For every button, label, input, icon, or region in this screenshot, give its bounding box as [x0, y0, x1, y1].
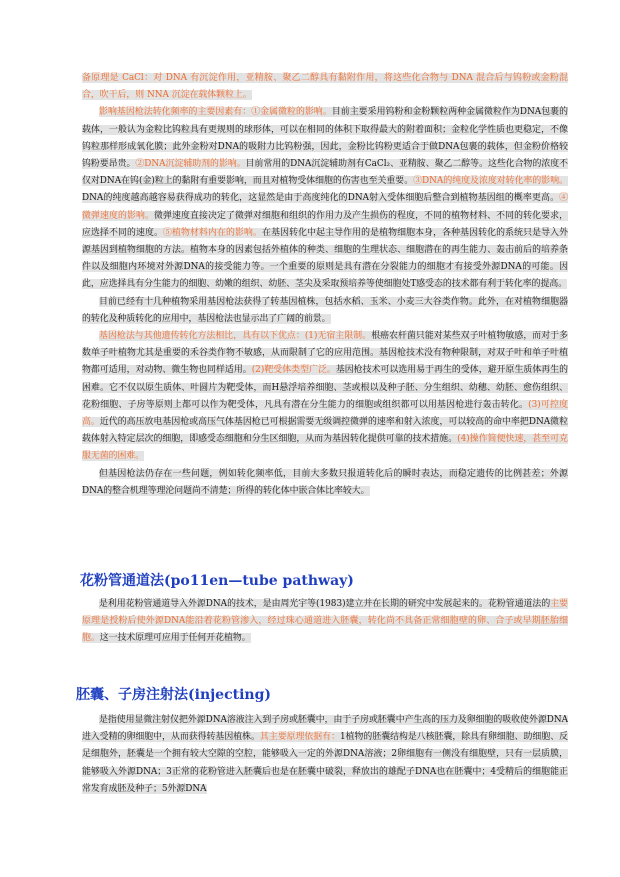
text-run: 这一技术原理可应用于任何开花植物。 — [99, 633, 251, 644]
paragraph — [82, 466, 568, 500]
section-1-body — [82, 70, 568, 500]
text-run: 1植物的胚囊结构是八核胚囊，除具有卵细胞、助细胞、反足细胞外，胚囊是一个拥有较大空隙的空腔，能够吸入一定的外源DNA溶液；2卵细胞有一侧没有细胞壁，只有一层质膜，能够吸入外源DNA；3正常的花粉管进入胚囊后也是在胚囊中破裂，释放出的雄配子DNA也在胚囊中；4受精后的细胞能正常发育成胚及种子；5外源DNA — [82, 732, 568, 794]
highlighted-text-run: (2)靶受体类型广泛。 — [251, 365, 336, 376]
text-run: 近代的高压放电基因枪或高压气体基因枪已可根据需要无级调控微弹的速率和射入浓度，可以较高的命中率把DNA微粒载体射入特定层次的细胞，即感受态细胞和分生区细胞，从而为基因转化提供可靠的技术措施。 — [82, 417, 568, 445]
paragraph — [82, 328, 568, 466]
highlighted-text-run: 其主要原理依据有： — [259, 732, 340, 743]
text-run: 目前已经有十几种植物采用基因枪法获得了转基因植株，包括水稻、玉米、小麦三大谷类作物。此外，在对植物细胞器的转化及种质转化的应用中，基因枪法也显示出了广阔的前景。 — [82, 296, 568, 324]
paragraph — [82, 104, 568, 293]
text-run: 微弹速度直接决定了微弹对细胞和组织的作用力及产生损伤的程度，不同的植物材料、不同的转化要求，应选择不同的速度。 — [82, 210, 569, 238]
highlighted-text-run: 影响基因枪法转化频率的主要因素有：①金属微粒的影响。 — [99, 107, 332, 118]
heading-injecting: 胚囊、子房注射法(injecting) — [76, 687, 271, 703]
highlighted-text-run: ④微弹速度的影响。 — [82, 193, 568, 221]
text-run: 是利用花粉管通道导入外源DNA的技术，是由周光宇等(1983)建立并在长期的研究中发展起来的。花粉管通道法的 — [99, 599, 551, 609]
highlighted-text-run: 备原理是 CaCl：对 DNA 有沉淀作用，亚精胺、聚乙二醇具有黏附作用，将这些化合物与 DNA 混合后与钨粉或金粉混合，吹干后，则 NNA 沉淀在载体颗粒上。 — [82, 73, 568, 101]
text-run: 根癌农杆菌只能对某些双子叶植物敏感，而对于多数单子叶植物尤其是重要的禾谷类作物不敏感，从而限制了它的应用范围。基因枪技术没有物种限制，对双子叶和单子叶植物都可适用，对动物、微生物也同样适用。 — [82, 331, 568, 376]
text-run: 是指使用显微注射仪把外源DNA溶液注入到子房或胚囊中，由于子房或胚囊中产生高的压力及卵细胞的吸收使外源DNA进入受精的卵细胞中，从而获得转基因植株。 — [82, 715, 568, 743]
paragraph — [82, 70, 568, 104]
text-run: 目前主要采用钨粉和金粉颗粒两种金属微粒作为DNA包裹的载体，一般认为金粒比钨粒具有更规则的球形体，可以在相同的体积下取得最大的附着面积；金粒化学性质也更稳定，不像钨粒那样形成氧化膜；此外金粉对DNA的吸附力比钨粉强，因此，金粉比钨粉更适合于做DNA包裹的载体，但金粉价格较钨粉要昂贵。 — [82, 107, 568, 170]
highlighted-text-run: ②DNA沉淀辅助剂的影响。 — [135, 159, 246, 170]
section-3-body — [82, 712, 568, 798]
highlighted-text-run: 基因枪法与其他遗传转化方法相比，具有以下优点： — [99, 331, 305, 342]
paragraph — [82, 596, 568, 648]
paragraph — [82, 712, 568, 798]
text-run: 但基因枪法仍存在一些问题，例如转化频率低，目前大多数只报道转化后的瞬时表达，而稳定遗传的比例甚差；外源DNA的整合机理等理沦问题尚不清楚；所得的转化体中嵌合体比率较大。 — [82, 468, 568, 496]
text-run: 目前常用的DNA沉淀辅助剂有CaCl₂、亚精胺、聚乙二醇等。这些化合物的浓度不仅对DNA在钨(金)粒上的黏附有重要影响，而且对植物受体细胞的伤害也至关重要。 — [82, 159, 569, 187]
highlighted-text-run: (3)可控度高。 — [82, 399, 568, 428]
highlighted-text-run: ③DNA的纯度及浓度对转化率的影响。 — [413, 176, 568, 187]
paragraph — [82, 294, 568, 328]
section-2-body — [82, 596, 568, 648]
heading-pollen-tube-pathway: 花粉管通道法(po11en—tube pathway) — [80, 573, 354, 589]
highlighted-text-run: (4)操作简便快速，甚至可克服无菌的困难。 — [82, 434, 568, 462]
text-run: DNA的纯度越高越容易获得成功的转化，这显然是由于高度纯化的DNA射入受体细胞后整合到植物基因组的概率更高。 — [82, 193, 560, 204]
highlighted-text-run: ⑤植物材料内在的影响。 — [163, 227, 263, 238]
highlighted-text-run: 主要原理是授粉后使外源DNA能沿着花粉管渗入，经过珠心通道进入胚囊，转化尚不具备正常细胞壁的卵、合子或早期胚胎细胞。 — [82, 599, 569, 644]
text-run: 在基因转化中起主导作用的是植物细胞本身，各种基因转化的系统只是导入外源基因到植物细胞的方法。植物本身的因素包括外植体的种类、细胞的生理状态、细胞潜在的再生能力、轰击前后的培养条件以及细胞内环境对外源DNA的接受能力等。一个重要的原则是具有潜在分裂能力的细胞才有接受外源DNA的可能。因此，应选择具有分生能力的细胞、幼嫩的组织、幼胚、茎尖及采取预培养等使细胞处T感受态的技术都有利于转化率的提高。 — [82, 227, 569, 290]
highlighted-text-run: (1)无宿主限制。 — [304, 331, 372, 342]
text-run: 基因枪技术可以选用易于再生的受体，避开原生质体再生的困难。它不仅以原生质体、叶圆片为靶受体，而H悬浮培养细胞、茎或根以及种子胚、分生组织、幼穗、幼胚、愈伤组织、花粉细胞、子房等原则上都可以作为靶受体，凡具有潜在分生能力的细胞或组织都可以用基因枪进行轰击转化。 — [82, 365, 568, 410]
